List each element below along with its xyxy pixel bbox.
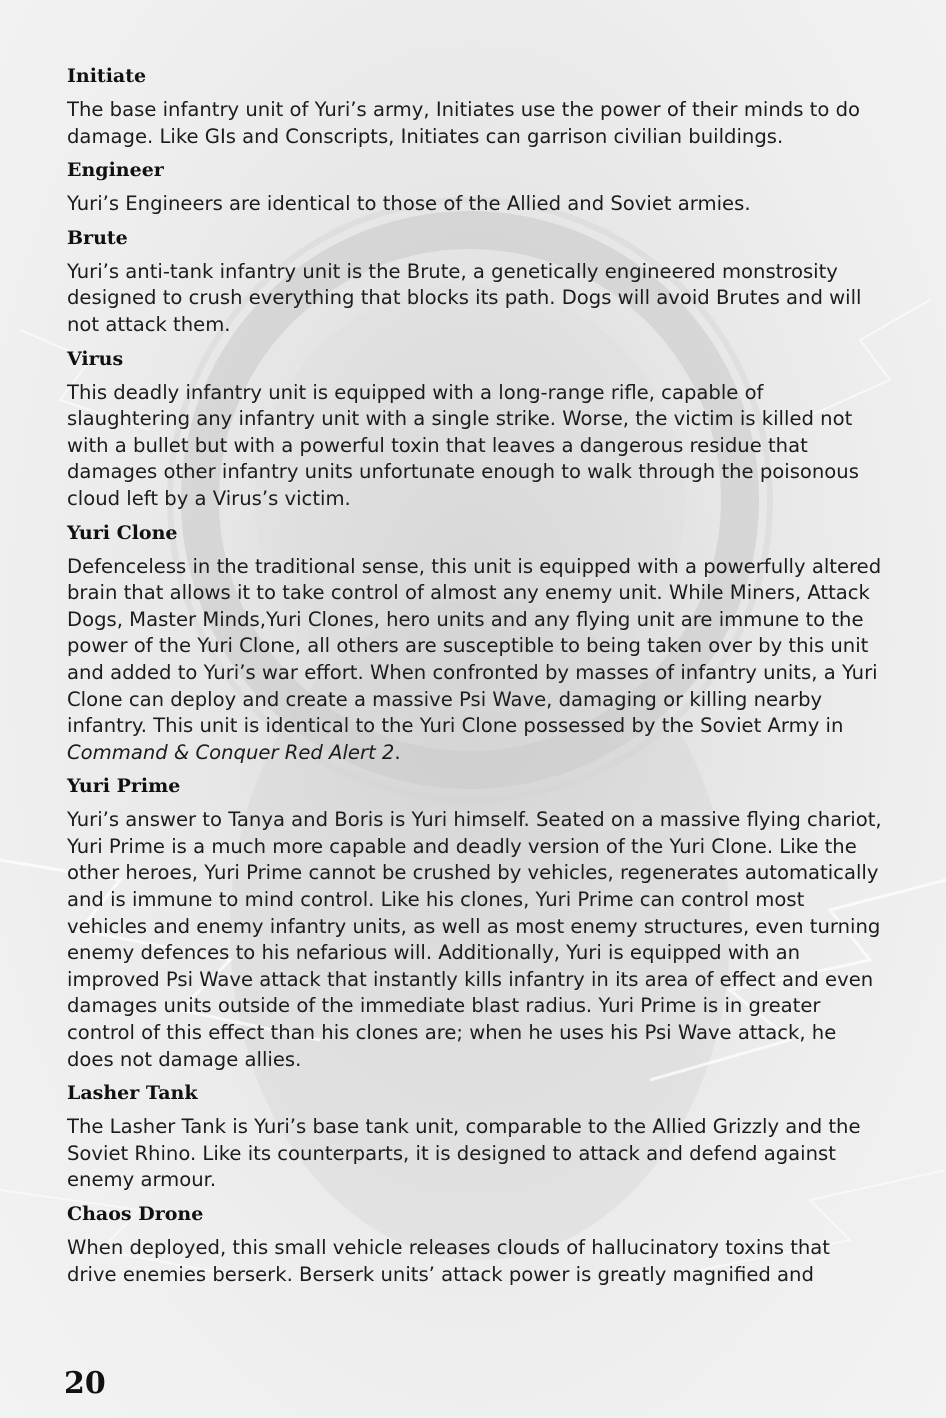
page-number: 20 (64, 1366, 106, 1401)
entry-body: Yuri’s answer to Tanya and Boris is Yuri himself. Seated on a massive flying chariot, Yuri Prime is a much more capable and deadly version of the Yuri Clone. Like the other heroes, Yuri Prime cannot be crushed by vehicles, regenerates automatically and is immune to mind control. Like his clones, Yuri Prime can control most vehicles and enemy infantry units, as well as most enemy structures, even turning enemy defences to his nefarious will. Additionally, Yuri is equipped with an improved Psi Wave attack that instantly kills infantry in its area of effect and even damages units outside of the immediate blast radius. Yuri Prime is in greater control of this effect than his clones are; when he uses his Psi Wave attack, he does not damage allies. (67, 808, 882, 1071)
entry-title: Virus (67, 347, 124, 370)
entry-body: The Lasher Tank is Yuri’s base tank unit, comparable to the Allied Grizzly and the Soviet Rhino. Like its counterparts, it is designed to attack and defend against enemy armour. (67, 1115, 861, 1192)
manual-page-content (67, 62, 882, 1294)
entry-body: The base infantry unit of Yuri’s army, Initiates use the power of their minds to do damage. Like GIs and Conscripts, Initiates can garrison civilian buildings. (67, 98, 860, 148)
entry-title: Chaos Drone (67, 1203, 204, 1225)
entry-title: Brute (67, 226, 128, 249)
entry-body: Yuri’s Engineers are identical to those of the Allied and Soviet armies. (67, 192, 751, 216)
entry-title: Yuri Clone (67, 521, 178, 544)
entry-body: Yuri’s anti-tank infantry unit is the Brute, a genetically engineered monstrosity designed to crush everything that blocks its path. Dogs will avoid Brutes and will not attack them. (67, 259, 862, 336)
entry-brute (67, 224, 882, 339)
entry-engineer (67, 156, 882, 218)
entry-chaos-drone (67, 1200, 882, 1288)
entry-yuri-clone (67, 519, 882, 767)
game-title-italic: Command & Conquer Red Alert 2 (67, 740, 395, 764)
entry-lasher-tank (67, 1079, 882, 1194)
entry-body (67, 554, 882, 767)
entry-body: When deployed, this small vehicle releases clouds of hallucinatory toxins that drive enemies berserk. Berserk units’ attack power is greatly magnified and (67, 1236, 830, 1286)
entry-title: Yuri Prime (67, 775, 181, 798)
entry-title: Engineer (67, 159, 164, 182)
entry-title: Lasher Tank (67, 1082, 198, 1105)
entry-body: This deadly infantry unit is equipped with a long-range rifle, capable of slaughtering any infantry unit with a single strike. Worse, the victim is killed not with a bullet but with a powerful toxin that leaves a dangerous residue that damages other infantry units unfortunate enough to walk through the poisonous cloud left by a Virus’s victim. (67, 380, 859, 510)
entry-body-end: . (394, 740, 401, 764)
entry-virus (67, 345, 882, 513)
entry-initiate (67, 62, 882, 150)
entry-yuri-prime (67, 772, 882, 1073)
entry-body-text: Defenceless in the traditional sense, this unit is equipped with a powerfully altered brain that allows it to take control of almost any enemy unit. While Miners, Attack Dogs, Master Minds,Yuri Clones, hero units and any flying unit are immune to the power of the Yuri Clone, all others are susceptible to being taken over by this unit and added to Yuri’s war effort. When confronted by masses of infantry units, a Yuri Clone can deploy and create a massive Psi Wave, damaging or killing nearby infantry. This unit is identical to the Yuri Clone possessed by the Soviet Army in (67, 554, 882, 738)
entry-title: Initiate (67, 65, 147, 87)
